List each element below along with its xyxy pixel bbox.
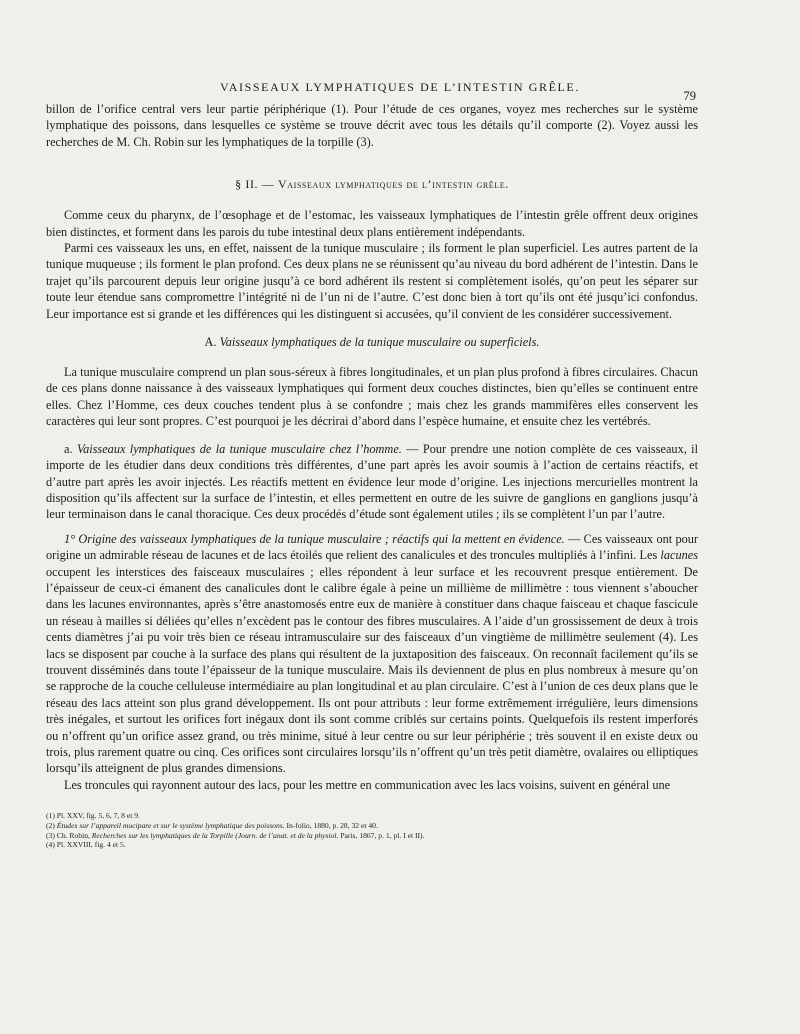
footnotes: [46, 811, 698, 850]
continuation-paragraph: billon de l’orifice central vers leur partie périphérique (1). Pour l’étude de ces organes, voyez mes recherches sur le système lymphatique des poissons, dans lesquelles ce système se trouve décrit avec tous les détails qu’il comporte (2). Voyez aussi les recherches de M. Ch. Robin sur les lymphatiques de la torpille (3).: [46, 102, 698, 149]
footnote-mark: (3): [46, 830, 55, 840]
paragraph-chez-homme-text: — Pour prendre une notion complète de ces vaisseaux, il importe de les étudier dans deux conditions très différentes, d’une part après les avoir soumis à l’action de certains réactifs, et d’autre part après les avoir injectés. Les réactifs mettent en évidence leur mode d’origine. Les injections mercurielles montrent la disposition qu’ils affectent sur la surface de l’intestin, et elles permettent en outre de les suivre de ganglions en ganglions jusqu’à leur terminaison dans le canal thoracique. Ces deux procédés d’étude sont également utiles ; ils se complètent l’un par l’autre.: [46, 441, 699, 522]
subsection-a-title: Vaisseaux lymphatiques de la tunique musculaire ou superficiels.: [219, 335, 540, 350]
origine-italic-word: lacunes: [660, 548, 698, 563]
intro-paragraph-1: Comme ceux du pharynx, de l’œsophage et de l’estomac, les vaisseaux lymphatiques de l’intestin grêle offrent deux origines bien distinctes, et forment dans les parois du tube intestinal deux plans entièrement indépendants.: [46, 208, 698, 239]
running-title: VAISSEAUX LYMPHATIQUES DE L’INTESTIN GRÊLE.: [220, 80, 580, 94]
paragraph-chez-homme: [46, 441, 698, 523]
footnote-3: [46, 831, 698, 841]
footnote-italic-title: Recherches sur les lymphatiques de la Torpille (Journ. de l’anat. et de la physiol.: [91, 830, 339, 840]
subsection-a-label: A.: [204, 335, 217, 350]
footnote-italic-title: Études sur l’appareil mucipare et sur le système lymphatique des poissons.: [56, 820, 285, 830]
paragraph-letter: a.: [64, 441, 73, 456]
origine-text-start: — Ces vaisseaux ont pour origine un admirable réseau de lacunes et de lacs étoilés que relient des canalicules et des troncules multipliés à l’infini. Les: [46, 531, 698, 563]
footnote-mark: (4): [46, 840, 55, 850]
footnote-author: Ch. Robin,: [56, 830, 90, 840]
footnote-1: [46, 811, 698, 821]
footnote-mark: (1): [46, 811, 55, 821]
origine-run-in-heading: 1° Origine des vaisseaux lymphatiques de la tunique musculaire ; réactifs qui la mettent en évidence.: [64, 531, 565, 546]
origine-text-rest: occupent les interstices des faisceaux musculaires ; elles répondent à leur surface et les recouvrent presque entièrement. De l’épaisseur de ceux-ci émanent des canalicules dont le calibre égale à peine un millième de millimètre : tous viennent s’aboucher dans les lacunes environnantes, après s’être anastomosés entre eux de manière à constituer dans chaque faisceau et chaque fascicule un réseau à mailles si déliées qu’elles n’excèdent pas le contour des fibres musculaires. A l’aide d’un grossissement de deux à trois cents diamètres j’ai pu voir très bien ce réseau intramusculaire sur des faisceaux d’un vingtième de millimètre seulement (4). Les lacs se disposent par couche à la surface des plans qui résultent de la juxtaposition des faisceaux. On reconnaît facilement qu’ils se trouvent disséminés dans toute l’épaisseur de la tunique musculaire. Mais ils deviennent de plus en plus nombreux à mesure qu’on se rapproche de la couche celluleuse intermédiaire au plan longitudinal et au plan circulaire. C’est à l’union de ces deux plans que le réseau des lacs atteint son plus grand développement. Ils ont pour attributs : leur forme extrêmement irrégulière, leurs dimensions très inégales, et surtout les orifices fort inégaux dont ils sont comme criblés sur certains points. Quelquefois ils restent imperforés ou n’offrent qu’un orifice assez grand, ou très minime, situé à leur centre ou sur leur périphérie ; très souvent il en existe deux ou trois, plus rarement quatre ou cinq. Ces orifices sont circulaires lorsqu’ils n’offrent qu’un très petit diamètre, ovalaires ou elliptiques lorsqu’ils atteignent de plus grandes dimensions.: [46, 564, 698, 776]
footnote-text: Paris, 1867, p. 1, pl. I et II).: [340, 830, 425, 840]
footnote-text: In-folio, 1880, p. 28, 32 et 40.: [286, 820, 378, 830]
section-heading: [46, 177, 698, 192]
page-number: 79: [683, 89, 696, 103]
section-title: Vaisseaux lymphatiques de l’intestin grêle.: [277, 177, 509, 192]
intro-paragraph-2: Parmi ces vaisseaux les uns, en effet, naissent de la tunique musculaire ; ils forment le plan superficiel. Les autres partent de la tunique muqueuse ; ils forment le plan profond. Ces deux plans ne se réunissent qu’au niveau du bord adhérent de l’intestin. Dans le trajet qu’ils parcourent depuis leur origine jusqu’à ce bord adhérent ils restent si complètement isolés, qu’on peut les séparer sur toute leur étendue sans compromettre l’intégrité ni de l’un ni de l’autre. C’est donc bien à tort qu’ils ont été jusqu’ici confondus. Leur importance est si grande et les différences qui les distinguent si accusées, qu’il convient de les considérer successivement.: [46, 241, 698, 321]
footnote-2: [46, 821, 698, 831]
footnote-text: Pl. XXVIII, fig. 4 et 5.: [56, 840, 126, 850]
subsection-a-heading: [46, 335, 698, 350]
paragraph-troncules: Les troncules qui rayonnent autour des lacs, pour les mettre en communication avec les lacs voisins, suivent en général une: [64, 777, 671, 792]
footnote-4: [46, 840, 698, 850]
section-number: § II. —: [235, 177, 275, 192]
footnote-text: Pl. XXV, fig. 5, 6, 7, 8 et 9.: [56, 811, 140, 821]
footnote-mark: (2): [46, 820, 55, 830]
paragraph-origine: [46, 531, 698, 777]
paragraph-musculaire: La tunique musculaire comprend un plan sous-séreux à fibres longitudinales, et un plan plus profond à fibres circulaires. Chacun de ces plans donne naissance à des vaisseaux lymphatiques qui forment deux couches distinctes, bien qu’elles se continuent entre elles. Chez l’Homme, ces deux couches tendent plus à se confondre ; mais chez les grands mammifères elles conservent les caractères qui leur sont propres. C’est pourquoi je les décrirai d’abord dans l’espèce humaine, et ensuite chez les vertébrés.: [46, 365, 698, 429]
paragraph-run-in-heading: Vaisseaux lymphatiques de la tunique musculaire chez l’homme.: [76, 441, 402, 456]
text-body: [46, 101, 698, 850]
